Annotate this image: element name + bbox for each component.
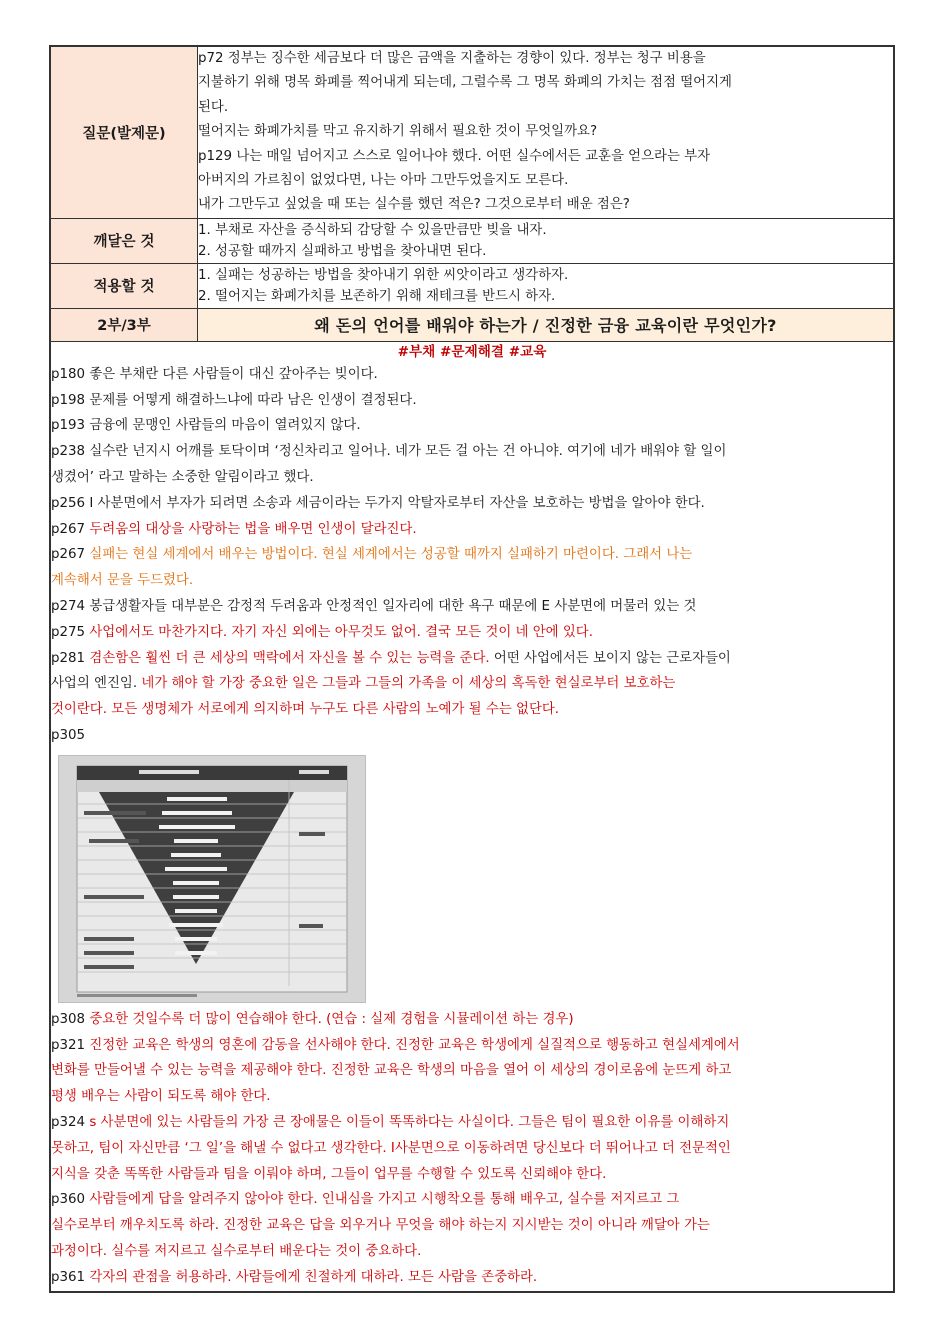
page-ref: p275 — [51, 624, 86, 640]
learning-pyramid-figure — [59, 756, 365, 1002]
realized-label: 깨달은 것 — [51, 218, 198, 263]
highlight-red: s 사분면에 있는 사람들의 가장 큰 장애물은 이들이 똑똑하다는 사실이다. 그들은 팀이 필요한 이유를 이해하지 — [89, 1114, 730, 1130]
note-line — [51, 542, 893, 568]
note-line — [51, 620, 893, 646]
question-line: 지불하기 위해 명목 화폐를 찍어내게 되는데, 그럴수록 그 명목 화폐의 가치는 점점 떨어지게 — [198, 75, 732, 91]
note-line — [51, 671, 893, 697]
apply-line: 2. 떨어지는 화폐가치를 보존하기 위해 재테크를 반드시 하자. — [198, 288, 556, 304]
note-line: 못하고, 팀이 자신만큼 ‘그 일’을 해낼 수 없다고 생각한다. I사분면으로 이동하려면 당신보다 더 뛰어나고 더 전문적인 — [51, 1140, 731, 1156]
realized-line: 1. 부채로 자산을 증식하되 감당할 수 있을만큼만 빚을 내자. — [198, 222, 547, 238]
note-line: 평생 배우는 사람이 되도록 해야 한다. — [51, 1089, 271, 1105]
highlight-red: 사업에서도 마찬가지다. 자기 자신 외에는 아무것도 없어. 결국 모든 것이 네 안에 있다. — [89, 624, 593, 640]
question-label: 질문(발제문) — [51, 47, 198, 219]
note-line: 지식을 갖춘 똑똑한 사람들과 팀을 이뤄야 하며, 그들이 업무를 수행할 수 있도록 신뢰해야 한다. — [51, 1166, 607, 1182]
note-line: 실수로부터 깨우치도록 하라. 진정한 교육은 답을 외우거나 무엇을 해야 하는지 지시받는 것이 아니라 깨달아 가는 — [51, 1218, 710, 1234]
question-line: 내가 그만두고 싶었을 때 또는 실수를 했던 적은? 그것으로부터 배운 점은? — [198, 197, 630, 213]
note-line: p256 I 사분면에서 부자가 되려면 소송과 세금이라는 두가지 악탈자로부터 자산을 보호하는 방법을 알아야 한다. — [51, 495, 705, 511]
note-line — [51, 1265, 893, 1291]
summary-table — [50, 46, 894, 1292]
notes-row — [51, 341, 894, 1291]
note-line: 변화를 만들어낼 수 있는 능력을 제공해야 한다. 진정한 교육은 학생의 마음을 열어 이 세상의 경이로움에 눈뜨게 하고 — [51, 1063, 732, 1079]
note-line: 생겼어’ 라고 말하는 소중한 알림이라고 했다. — [51, 470, 314, 486]
apply-row — [51, 263, 894, 308]
reading-note-sheet — [49, 45, 895, 1293]
note-line: p238 실수란 넌지시 어깨를 토닥이며 ‘정신차리고 일어나. 네가 모든 걸 아는 건 아니야. 여기에 네가 배워야 할 일이 — [51, 444, 727, 460]
note-line: p274 봉급생활자들 대부분은 감정적 두려움과 안정적인 일자리에 대한 욕구 때문에 E 사분면에 머물러 있는 것 — [51, 599, 697, 615]
hashtags: #부채 #문제해결 #교육 — [397, 343, 547, 360]
page-ref: p267 — [51, 521, 86, 537]
note-line — [51, 1007, 893, 1033]
note-line — [51, 1033, 893, 1059]
highlight-red: 두려움의 대상을 사랑하는 법을 배우면 인생이 달라진다. — [89, 521, 417, 537]
page-ref: p308 — [51, 1011, 86, 1027]
realized-row — [51, 218, 894, 263]
note-line: p193 금융에 문맹인 사람들의 마음이 열려있지 않다. — [51, 418, 361, 434]
question-line: 된다. — [198, 99, 229, 115]
note-line — [51, 646, 893, 672]
note-line: 것이란다. 모든 생명체가 서로에게 의지하며 누구도 다른 사람의 노예가 될 수는 없단다. — [51, 702, 560, 718]
note-line — [51, 1187, 893, 1213]
note-text: 사업의 엔진임. — [51, 676, 142, 692]
note-line: p180 좋은 부채란 다른 사람들이 대신 갚아주는 빚이다. — [51, 366, 378, 382]
note-line — [51, 517, 893, 543]
highlight-red: 네가 해야 할 가장 중요한 일은 그들과 그들의 가족을 이 세상의 혹독한 현실로부터 보호하는 — [141, 676, 676, 692]
note-line — [51, 1110, 893, 1136]
note-text: 어떤 사업에서든 보이지 않는 근로자들이 — [489, 650, 731, 666]
page-ref: p361 — [51, 1269, 86, 1285]
question-line: p72 정부는 징수한 세금보다 더 많은 금액을 지출하는 경향이 있다. 정부는 청구 비용을 — [198, 51, 706, 66]
question-line: 아버지의 가르침이 없었다면, 나는 아마 그만두었을지도 모른다. — [198, 173, 569, 189]
question-line: p129 나는 매일 넘어지고 스스로 일어나야 했다. 어떤 실수에서든 교훈을 얻으라는 부자 — [198, 148, 710, 164]
note-line: p305 — [51, 728, 86, 743]
page-ref: p281 — [51, 650, 86, 666]
highlight-red: 겸손함은 훨씬 더 큰 세상의 맥락에서 자신을 볼 수 있는 능력을 준다. — [89, 650, 490, 666]
page-ref: p321 — [51, 1037, 86, 1053]
learning-pyramid-photo — [58, 755, 366, 1003]
highlight-red: 진정한 교육은 학생의 영혼에 감동을 선사해야 한다. 진정한 교육은 학생에게 실질적으로 행동하고 현실세계에서 — [89, 1037, 740, 1053]
realized-body — [198, 218, 894, 263]
question-line: 떨어지는 화폐가치를 막고 유지하기 위해서 필요한 것이 무엇일까요? — [198, 124, 598, 140]
apply-body — [198, 263, 894, 308]
apply-label: 적용할 것 — [51, 263, 198, 308]
apply-line: 1. 실패는 성공하는 방법을 찾아내기 위한 씨앗이라고 생각하자. — [198, 267, 569, 283]
note-line: p198 문제를 어떻게 해결하느냐에 따라 남은 인생이 결정된다. — [51, 392, 417, 408]
note-line: 과정이다. 실수를 저지르고 실수로부터 배운다는 것이 중요하다. — [51, 1243, 422, 1259]
page-ref: p267 — [51, 547, 86, 563]
notes-body — [51, 341, 894, 1291]
part-label: 2부/3부 — [51, 308, 198, 341]
highlight-red: 사람들에게 답을 알려주지 않아야 한다. 인내심을 가지고 시행착오를 통해 배우고, 실수를 저지르고 그 — [89, 1192, 680, 1208]
highlight-red: 각자의 관점을 허용하라. 사람들에게 친절하게 대하라. 모든 사람을 존중하라. — [89, 1269, 538, 1285]
realized-line: 2. 성공할 때까지 실패하고 방법을 찾아내면 된다. — [198, 243, 487, 259]
note-line: 계속해서 문을 두드렸다. — [51, 573, 194, 589]
highlight-orange: 실패는 현실 세계에서 배우는 방법이다. 현실 세계에서는 성공할 때까지 실패하기 마련이다. 그래서 나는 — [89, 547, 693, 563]
question-body — [198, 47, 894, 219]
highlight-red: 중요한 것일수록 더 많이 연습해야 한다. (연습 : 실제 경험을 시뮬레이션 하는 경우) — [89, 1011, 574, 1027]
question-row — [51, 47, 894, 219]
part-row — [51, 308, 894, 341]
part-title: 왜 돈의 언어를 배워야 하는가 / 진정한 금융 교육이란 무엇인가? — [198, 308, 894, 341]
page-ref: p360 — [51, 1192, 86, 1208]
page-ref: p324 — [51, 1114, 86, 1130]
